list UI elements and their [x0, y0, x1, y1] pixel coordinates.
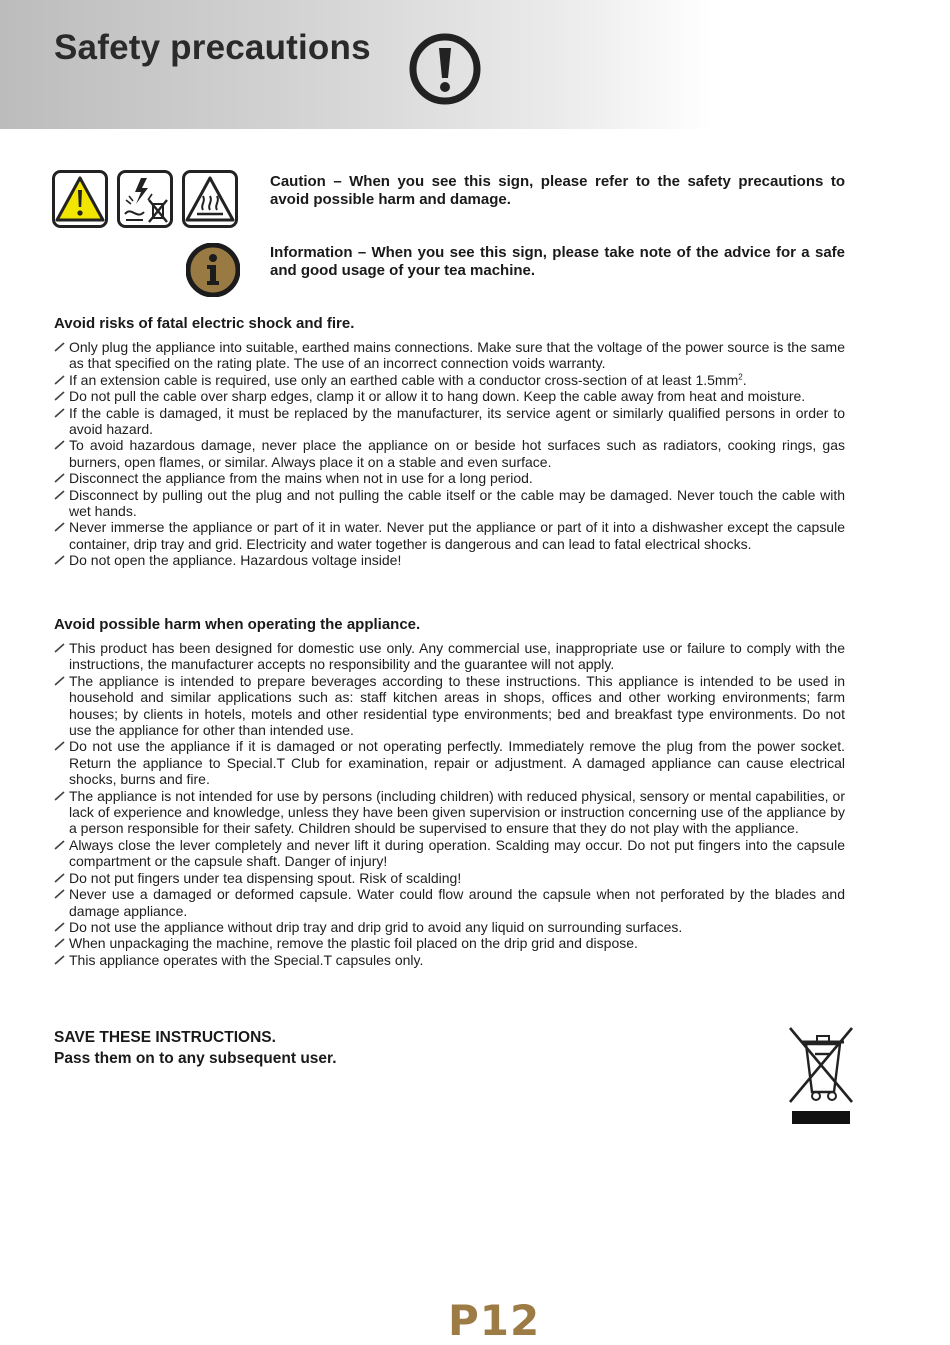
caution-legend: Caution – When you see this sign, please refer to the safety precautions to avoid possible harm and damage. [270, 173, 845, 208]
pen-bullet-icon [54, 375, 66, 385]
section-electric-shock-title: Avoid risks of fatal electric shock and fire. [54, 315, 355, 332]
pen-bullet-icon [54, 391, 66, 401]
list-item: Do not put fingers under tea dispensing spout. Risk of scalding! [54, 870, 845, 886]
list-item: Only plug the appliance into suitable, earthed mains connections. Make sure that the voltage of the power source is the same as that specified on the rating plate. The use of an incorrect connection voids warranty. [54, 339, 845, 372]
list-item: The appliance is intended to prepare beverages according to these instructions. This appliance is intended to be used in household and similar applications such as: staff kitchen areas in shops, offices and other working environments; farm houses; by clients in hotels, motels and other residential type environments; bed and breakfast type environments. Do not use the appliance for other than intended use. [54, 673, 845, 739]
weee-bin-icon [784, 1022, 858, 1128]
pen-bullet-icon [54, 408, 66, 418]
pen-bullet-icon [54, 922, 66, 932]
list-item: If the cable is damaged, it must be replaced by the manufacturer, its service agent or similarly qualified persons in order to avoid hazard. [54, 405, 845, 438]
pen-bullet-icon [54, 840, 66, 850]
pen-bullet-icon [54, 490, 66, 500]
pen-bullet-icon [54, 873, 66, 883]
pen-bullet-icon [54, 955, 66, 965]
pen-bullet-icon [54, 342, 66, 352]
pen-bullet-icon [54, 938, 66, 948]
list-item: This product has been designed for domestic use only. Any commercial use, inappropriate use or failure to comply with the instructions, the manufacturer accepts no responsibility and the guarantee will not apply. [54, 640, 845, 673]
list-item: Do not pull the cable over sharp edges, clamp it or allow it to hang down. Keep the cable away from heat and moisture. [54, 388, 845, 404]
save-line-1: SAVE THESE INSTRUCTIONS. [54, 1029, 276, 1046]
list-item: To avoid hazardous damage, never place the appliance on or beside hot surfaces such as radiators, cooking rings, gas burners, open flames, or similar. Always place it on a stable and even surface. [54, 437, 845, 470]
info-icon [186, 243, 240, 297]
list-item: If an extension cable is required, use only an earthed cable with a conductor cross-section of at least $1.5mm^2$. [54, 372, 845, 388]
list-item: When unpackaging the machine, remove the plastic foil placed on the drip grid and dispose. [54, 935, 845, 951]
pen-bullet-icon [54, 440, 66, 450]
list-item: Never use a damaged or deformed capsule. Water could flow around the capsule when not perforated by the blades and damage appliance. [54, 886, 845, 919]
list-item: Do not use the appliance without drip tray and drip grid to avoid any liquid on surrounding surfaces. [54, 919, 845, 935]
save-instructions [54, 1027, 337, 1069]
pen-bullet-icon [54, 889, 66, 899]
pen-bullet-icon [54, 741, 66, 751]
list-item: The appliance is not intended for use by persons (including children) with reduced physical, sensory or mental capabilities, or lack of experience and knowledge, unless they have been given supervision or instruction concerning use of the appliance by a person responsible for their safety. Children should be supervised to ensure that they do not play with the appliance. [54, 788, 845, 837]
list-item: This appliance operates with the Special.T capsules only. [54, 952, 845, 968]
operating-list [54, 640, 845, 968]
list-item: Disconnect by pulling out the plug and not pulling the cable itself or the cable may be damaged. Never touch the cable with wet hands. [54, 487, 845, 520]
exclamation-icon [408, 32, 482, 106]
warning-triangle-icon [52, 170, 108, 228]
pen-bullet-icon [54, 522, 66, 532]
information-legend: Information – When you see this sign, please take note of the advice for a safe and good usage of your tea machine. [270, 244, 845, 279]
page-title: Safety precautions [54, 28, 371, 67]
list-item: Never immerse the appliance or part of it in water. Never put the appliance or part of it into a dishwasher except the capsule container, drip tray and grid. Electricity and water together is dangerous and can lead to fatal electrical shocks. [54, 519, 845, 552]
pen-bullet-icon [54, 676, 66, 686]
section-operating-title: Avoid possible harm when operating the appliance. [54, 616, 421, 633]
hot-surface-icon [182, 170, 238, 228]
save-line-2: Pass them on to any subsequent user. [54, 1050, 337, 1067]
electric-shock-list [54, 339, 845, 569]
list-item: Disconnect the appliance from the mains when not in use for a long period. [54, 470, 845, 486]
pen-bullet-icon [54, 555, 66, 565]
electric-shock-icon [117, 170, 173, 228]
page-number: P12 [448, 1296, 541, 1345]
pen-bullet-icon [54, 791, 66, 801]
list-item: Do not open the appliance. Hazardous voltage inside! [54, 552, 845, 568]
list-item: Always close the lever completely and never lift it during operation. Scalding may occur. Do not put fingers into the capsule compartment or the capsule shaft. Danger of injury! [54, 837, 845, 870]
list-item: Do not use the appliance if it is damaged or not operating perfectly. Immediately remove the plug from the power socket. Return the appliance to Special.T Club for examination, repair or adjustment. A damaged appliance can cause electrical shocks, burns and fire. [54, 738, 845, 787]
pen-bullet-icon [54, 643, 66, 653]
pen-bullet-icon [54, 473, 66, 483]
